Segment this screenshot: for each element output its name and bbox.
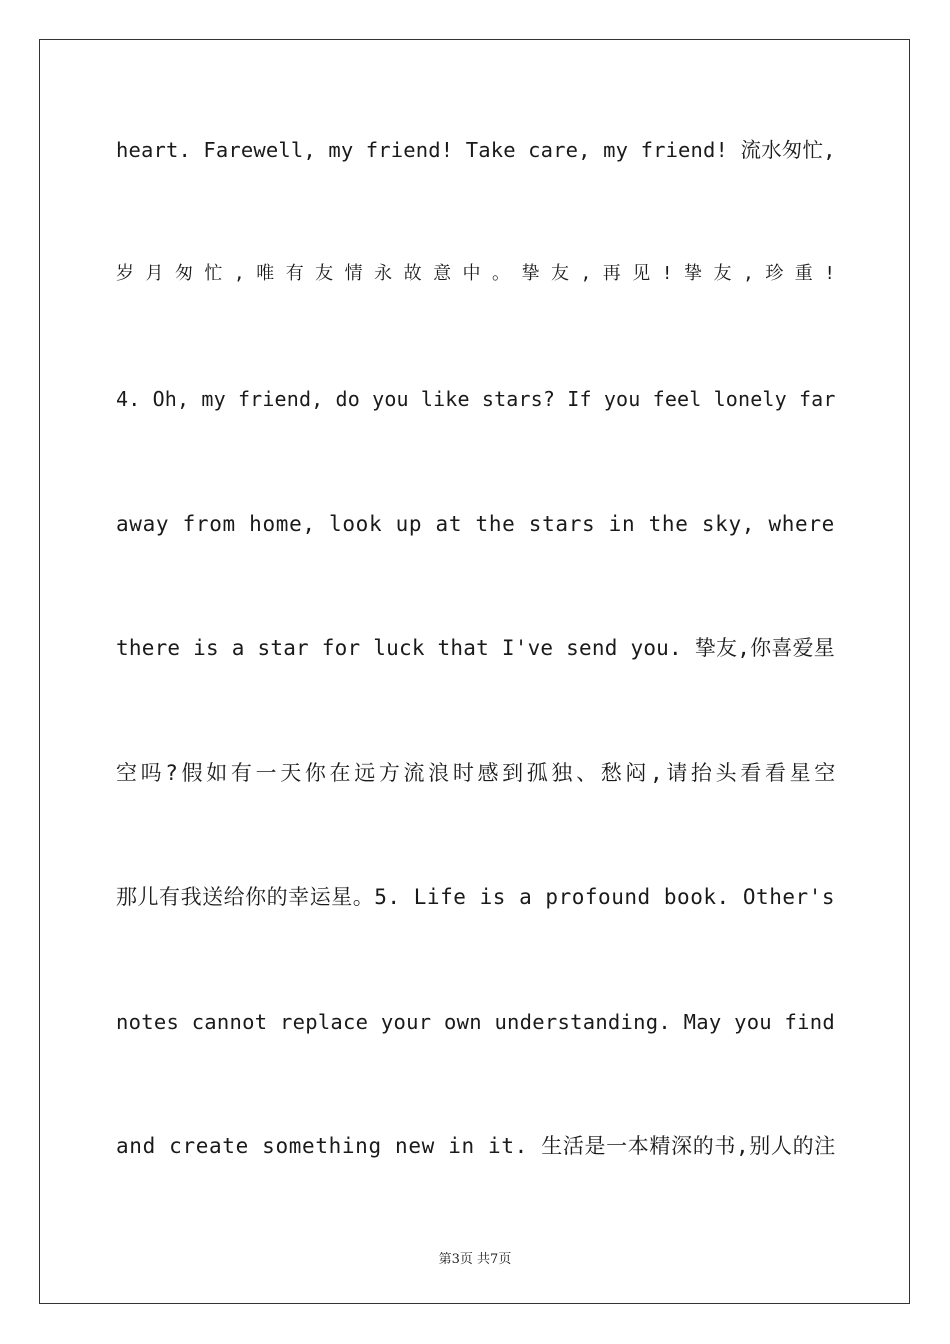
text-line-1: heart. Farewell, my friend! Take care, my friend! 流水匆忙,	[116, 138, 836, 162]
page-number-footer: 第3页 共7页	[438, 1252, 512, 1267]
text-line-6: 空吗?假如有一天你在远方流浪时感到孤独、愁闷,请抬头看看星空	[116, 761, 839, 785]
text-line-3: 4. Oh, my friend, do you like stars? If you feel lonely far	[116, 387, 836, 411]
text-line-4: away from home, look up at the stars in the sky, where	[116, 512, 835, 536]
text-line-9: and create something new in it. 生活是一本精深的书,别人的注	[116, 1134, 836, 1158]
text-line-2: 岁 月 匆 忙 , 唯 有 友 情 永 故 意 中 。 挚 友 , 再 见 ! 挚 友 , 珍 重 !	[116, 263, 836, 284]
page-border	[39, 39, 910, 1304]
text-line-7: 那儿有我送给你的幸运星。5. Life is a profound book. Other's	[116, 885, 836, 909]
text-line-8: notes cannot replace your own understanding. May you find	[116, 1010, 835, 1034]
text-line-5: there is a star for luck that I've send you. 挚友,你喜爱星	[116, 636, 835, 660]
